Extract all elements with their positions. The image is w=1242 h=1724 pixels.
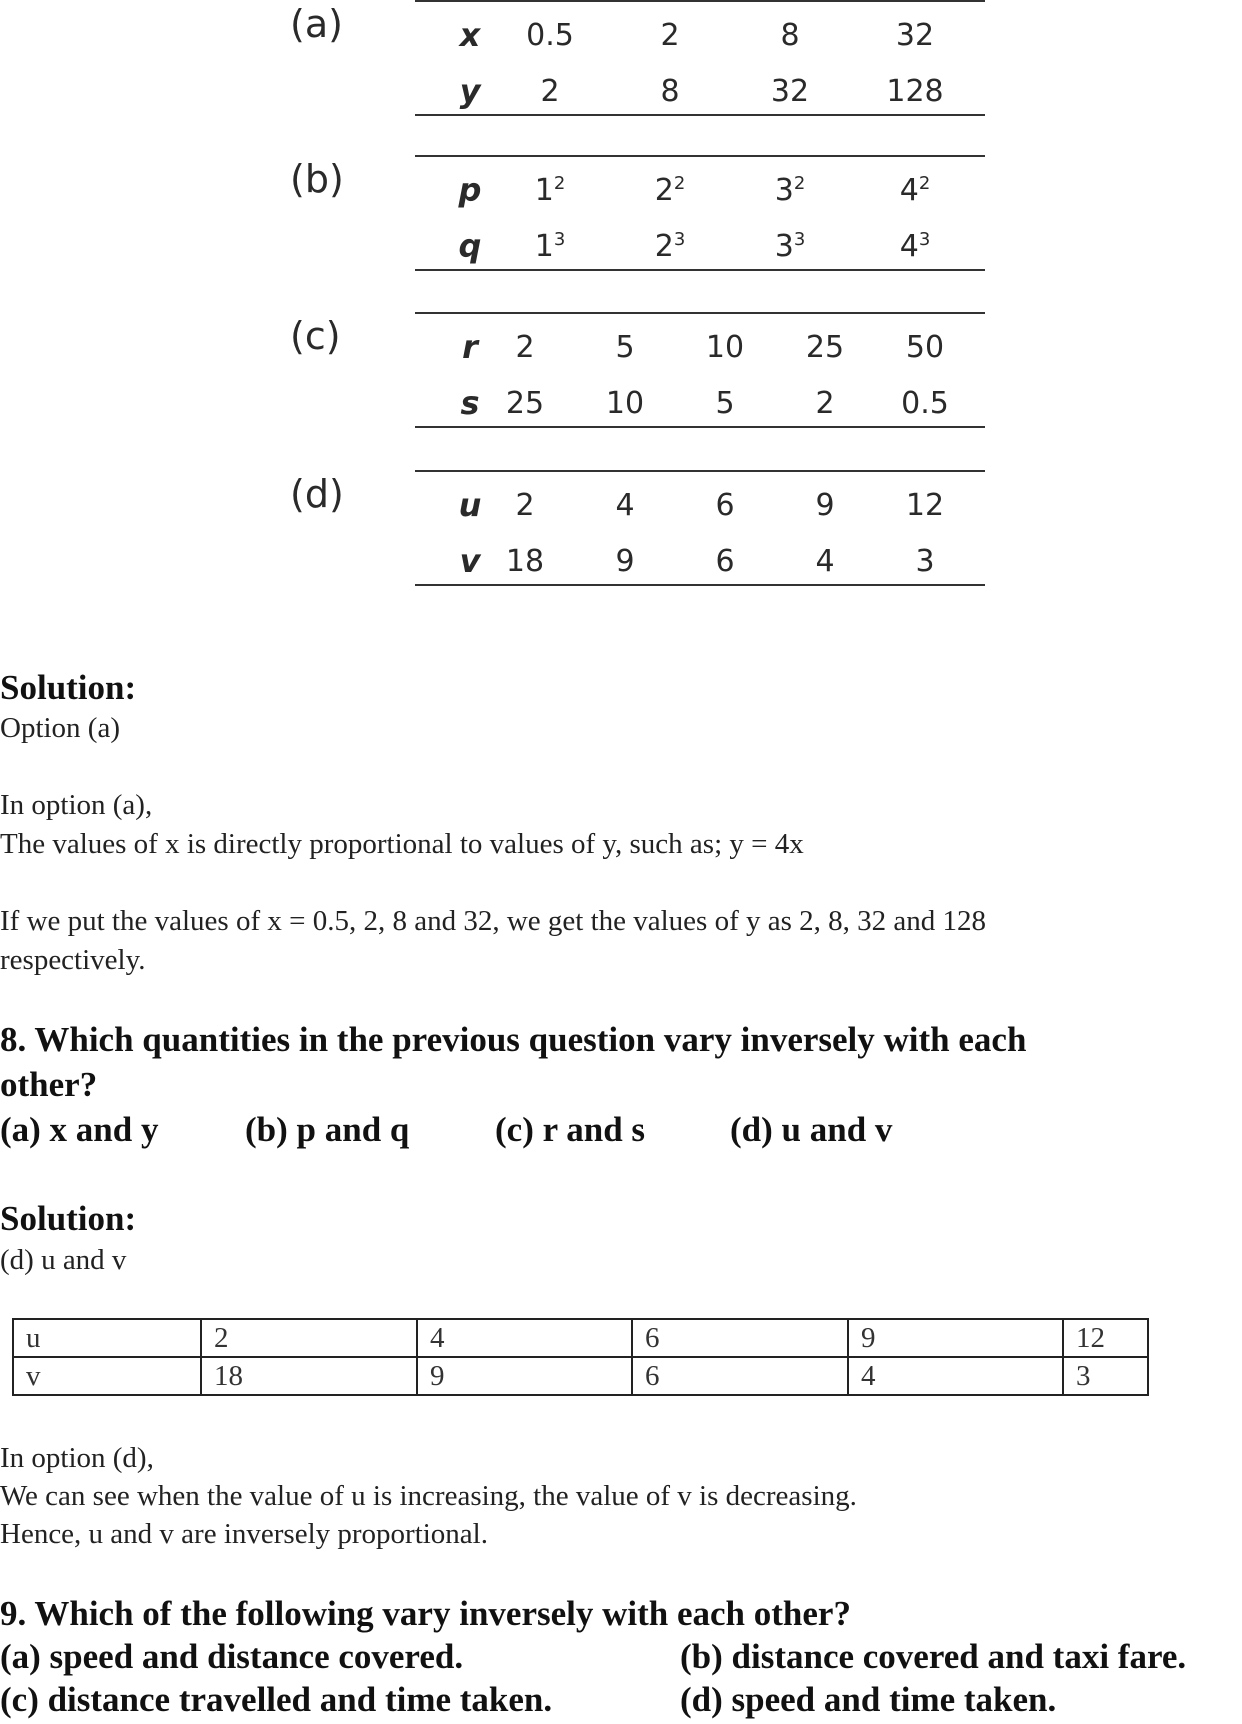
solution-heading: Solution: <box>0 668 137 707</box>
variable-name: r <box>462 328 478 366</box>
option-label: (c) <box>290 314 341 358</box>
table-value <box>885 330 965 365</box>
table-cell: 9 <box>848 1319 1063 1357</box>
table-value <box>585 488 665 523</box>
question-8-option: (d) u and v <box>730 1110 893 1149</box>
table-cell: 12 <box>1063 1319 1148 1357</box>
table-value <box>485 330 565 365</box>
value-exponent: 2 <box>673 173 686 194</box>
value-base: 1 <box>534 229 554 264</box>
question-8-text: 8. Which quantities in the previous question vary inversely with each <box>0 1020 1027 1059</box>
question-9-option: (d) speed and time taken. <box>680 1680 1057 1719</box>
table-value <box>585 330 665 365</box>
table-rule <box>415 584 985 586</box>
table-cell: 2 <box>201 1319 417 1357</box>
value-base: 9 <box>615 544 635 579</box>
variable-name: x <box>459 16 481 54</box>
table-value <box>485 386 565 421</box>
table-value <box>885 386 965 421</box>
value-exponent: 3 <box>918 229 931 250</box>
value-base: 5 <box>615 330 635 365</box>
table-cell: 6 <box>632 1319 848 1357</box>
question-8-option: (c) r and s <box>495 1110 646 1149</box>
value-base: 3 <box>774 173 794 208</box>
table-rule <box>415 426 985 428</box>
table-value <box>750 229 830 264</box>
question-8-option: (a) x and y <box>0 1110 159 1149</box>
table-value <box>510 74 590 109</box>
table-value <box>875 18 955 53</box>
variable-name: y <box>459 72 481 110</box>
value-exponent: 3 <box>793 229 806 250</box>
table-value <box>510 173 590 208</box>
variable-name: v <box>459 542 481 580</box>
table-row <box>13 1357 1148 1395</box>
table-value <box>885 544 965 579</box>
table-value <box>630 229 710 264</box>
table-row <box>415 472 985 528</box>
table-row <box>415 370 985 426</box>
value-base: 2 <box>815 386 835 421</box>
value-base: 4 <box>815 544 835 579</box>
table-value <box>685 330 765 365</box>
option-label: (b) <box>290 157 344 201</box>
table-cell: 3 <box>1063 1357 1148 1395</box>
table-row <box>415 157 985 213</box>
value-exponent: 3 <box>553 229 566 250</box>
table-value <box>485 488 565 523</box>
solution-answer: (d) u and v <box>0 1244 127 1276</box>
uv-table <box>12 1318 1149 1396</box>
value-base: 5 <box>715 386 735 421</box>
values-table <box>415 312 985 428</box>
value-exponent: 2 <box>793 173 806 194</box>
value-base: 2 <box>654 173 674 208</box>
question-8-text: other? <box>0 1065 98 1104</box>
value-base: 3 <box>774 229 794 264</box>
question-9-option: (a) speed and distance covered. <box>0 1637 464 1676</box>
value-base: 4 <box>615 488 635 523</box>
values-table <box>415 0 985 116</box>
value-base: 6 <box>715 544 735 579</box>
option-label: (a) <box>290 2 343 46</box>
solution-text: respectively. <box>0 944 146 976</box>
table-value <box>785 544 865 579</box>
solution-text: In option (d), <box>0 1442 154 1474</box>
table-row <box>415 528 985 584</box>
values-table <box>415 470 985 586</box>
table-value <box>630 18 710 53</box>
value-base: 32 <box>770 74 810 109</box>
value-base: 32 <box>895 18 935 53</box>
table-rule <box>415 114 985 116</box>
value-base: 25 <box>805 330 845 365</box>
question-9-option: (c) distance travelled and time taken. <box>0 1680 553 1719</box>
value-base: 1 <box>534 173 554 208</box>
value-exponent: 2 <box>918 173 931 194</box>
variable-name: s <box>460 384 480 422</box>
table-value <box>750 18 830 53</box>
value-exponent: 2 <box>553 173 566 194</box>
value-base: 25 <box>505 386 545 421</box>
question-9-option: (b) distance covered and taxi fare. <box>680 1637 1187 1676</box>
value-base: 0.5 <box>526 18 574 53</box>
variable-name: p <box>458 171 482 209</box>
value-base: 2 <box>660 18 680 53</box>
table-value <box>685 544 765 579</box>
table-value <box>875 229 955 264</box>
table-rule <box>415 269 985 271</box>
table-value <box>685 386 765 421</box>
value-base: 3 <box>915 544 935 579</box>
value-base: 8 <box>780 18 800 53</box>
value-base: 4 <box>899 229 919 264</box>
table-cell: 18 <box>201 1357 417 1395</box>
question-9-text: 9. Which of the following vary inversely with each other? <box>0 1594 851 1633</box>
table-value <box>785 330 865 365</box>
table-cell: 6 <box>632 1357 848 1395</box>
table-value <box>750 74 830 109</box>
table-cell: 4 <box>417 1319 632 1357</box>
value-base: 50 <box>905 330 945 365</box>
option-label: (d) <box>290 472 344 516</box>
value-base: 6 <box>715 488 735 523</box>
table-value <box>510 229 590 264</box>
table-cell: 9 <box>417 1357 632 1395</box>
table-value <box>630 74 710 109</box>
value-base: 10 <box>605 386 645 421</box>
solution-text: If we put the values of x = 0.5, 2, 8 and 32, we get the values of y as 2, 8, 32 and 128 <box>0 905 987 937</box>
solution-text: The values of x is directly proportional to values of y, such as; y = 4x <box>0 828 804 860</box>
value-exponent: 3 <box>673 229 686 250</box>
table-row <box>415 58 985 114</box>
solution-text: In option (a), <box>0 789 153 821</box>
solution-heading: Solution: <box>0 1199 137 1238</box>
table-value <box>485 544 565 579</box>
value-base: 9 <box>815 488 835 523</box>
table-value <box>510 18 590 53</box>
value-base: 4 <box>899 173 919 208</box>
value-base: 8 <box>660 74 680 109</box>
table-value <box>875 173 955 208</box>
solution-answer: Option (a) <box>0 712 120 744</box>
solution-text: We can see when the value of u is increasing, the value of v is decreasing. <box>0 1480 857 1512</box>
value-base: 10 <box>705 330 745 365</box>
table-row <box>13 1319 1148 1357</box>
table-value <box>875 74 955 109</box>
value-base: 12 <box>905 488 945 523</box>
value-base: 2 <box>515 488 535 523</box>
table-cell: u <box>13 1319 201 1357</box>
value-base: 18 <box>505 544 545 579</box>
values-table <box>415 155 985 271</box>
value-base: 2 <box>515 330 535 365</box>
variable-name: u <box>458 486 482 524</box>
table-value <box>785 386 865 421</box>
table-value <box>885 488 965 523</box>
table-value <box>585 544 665 579</box>
table-row <box>415 2 985 58</box>
solution-text: Hence, u and v are inversely proportional. <box>0 1518 488 1550</box>
table-cell: v <box>13 1357 201 1395</box>
value-base: 0.5 <box>901 386 949 421</box>
value-base: 2 <box>654 229 674 264</box>
value-base: 128 <box>886 74 944 109</box>
table-value <box>685 488 765 523</box>
table-value <box>785 488 865 523</box>
question-8-option: (b) p and q <box>245 1110 410 1149</box>
table-value <box>585 386 665 421</box>
table-value <box>630 173 710 208</box>
table-row <box>415 213 985 269</box>
variable-name: q <box>458 227 482 265</box>
table-cell: 4 <box>848 1357 1063 1395</box>
table-value <box>750 173 830 208</box>
table-row <box>415 314 985 370</box>
value-base: 2 <box>540 74 560 109</box>
